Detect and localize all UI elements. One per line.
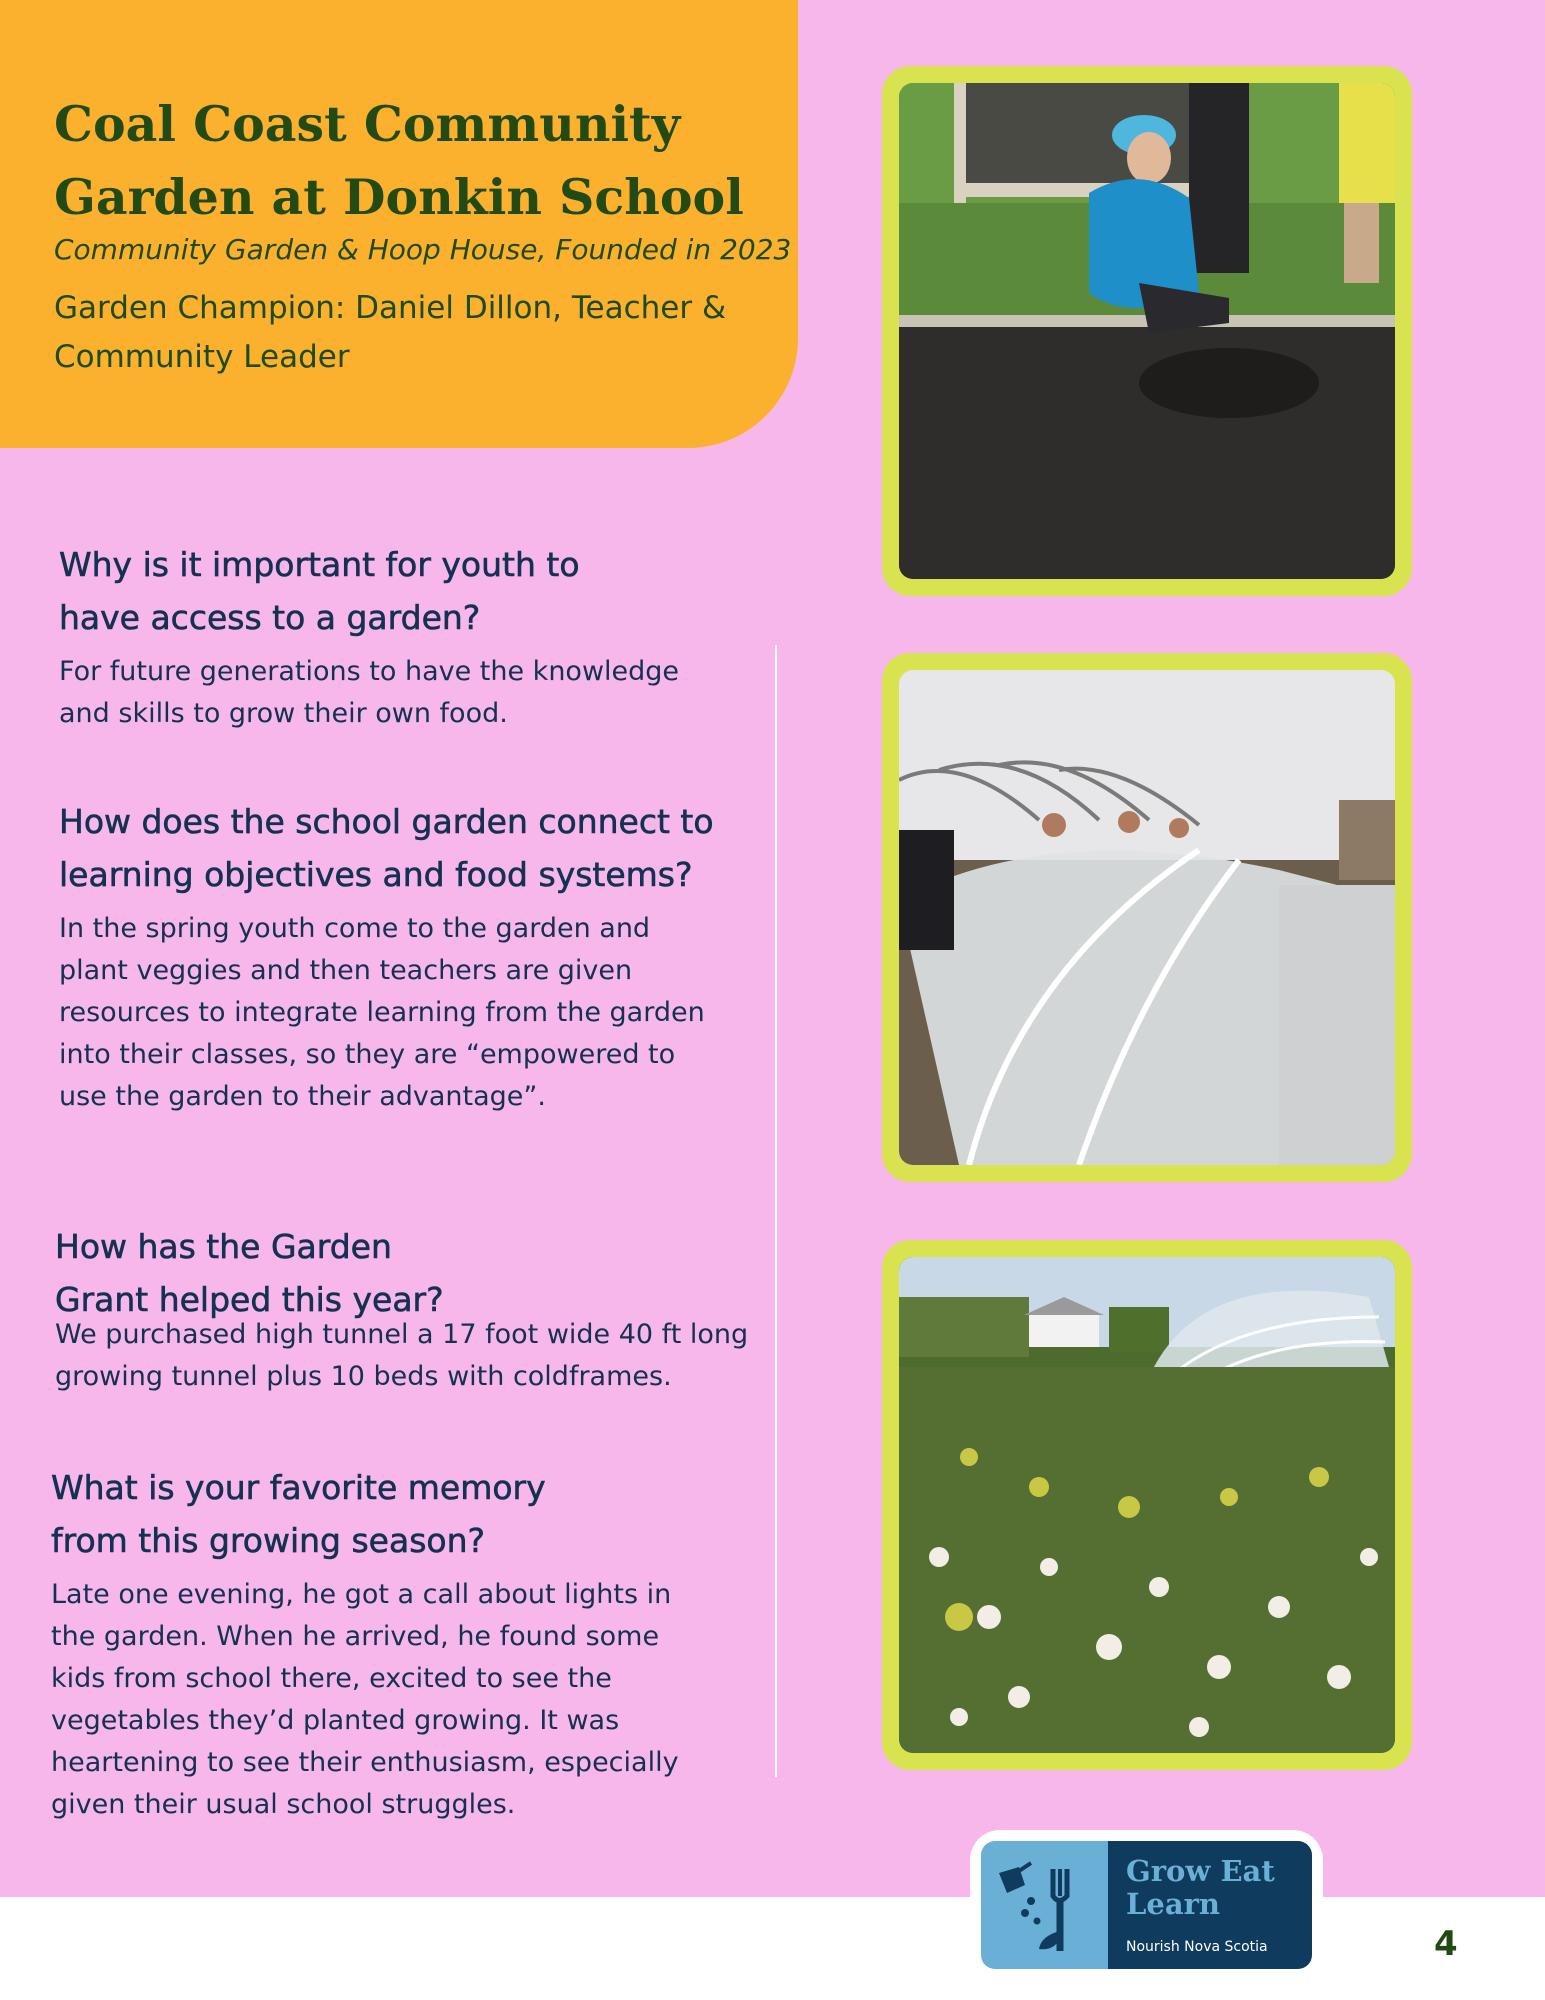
- answer-2: In the spring youth come to the garden and plant veggies and then teachers are given resources to integrate learning from the garden into their classes, so they are “empowered to use the garden to their advantage”.: [59, 913, 705, 1112]
- photo-frame-2: [882, 653, 1412, 1182]
- photo-flower-field: [899, 1257, 1395, 1753]
- question-4: What is your favorite memory from this growing season?: [51, 1468, 546, 1560]
- answer-1: For future generations to have the knowledge and skills to grow their own food.: [59, 656, 680, 729]
- page-number: 4: [1434, 1924, 1458, 1964]
- question-3: How has the Garden Grant helped this year?: [55, 1227, 444, 1319]
- question-1: Why is it important for youth to have access to a garden?: [59, 545, 580, 637]
- photo-frame-1: [882, 66, 1412, 596]
- photo-raised-beds: [899, 83, 1395, 579]
- question-2: How does the school garden connect to learning objectives and food systems?: [59, 802, 714, 894]
- answer-4: Late one evening, he got a call about lights in the garden. When he arrived, he found some kids from school there, excited to see the vegetables they’d planted growing. It was heartening to see their enthusiasm, especially given their usual school struggles.: [51, 1579, 679, 1820]
- column-divider: [775, 645, 777, 1777]
- page-title: Coal Coast Community Garden at Donkin School: [54, 95, 744, 226]
- page-subtitle: Community Garden & Hoop House, Founded in 2023: [54, 233, 792, 266]
- grow-eat-learn-logo: [970, 1830, 1323, 1972]
- logo-name: Grow Eat Learn: [1126, 1854, 1275, 1921]
- photo-frame-3: [882, 1240, 1412, 1770]
- header-block: [0, 0, 798, 448]
- watering-can-fork-icon: [981, 1841, 1108, 1969]
- photo-hoop-house-plastic: [899, 670, 1395, 1165]
- garden-champion: Garden Champion: Daniel Dillon, Teacher & Community Leader: [54, 290, 727, 375]
- logo-text-panel: [1108, 1841, 1312, 1969]
- logo-icon-panel: [981, 1841, 1108, 1969]
- logo-org: Nourish Nova Scotia: [1126, 1939, 1268, 1955]
- answer-3: We purchased high tunnel a 17 foot wide 40 ft long growing tunnel plus 10 beds with coldframes.: [55, 1319, 749, 1392]
